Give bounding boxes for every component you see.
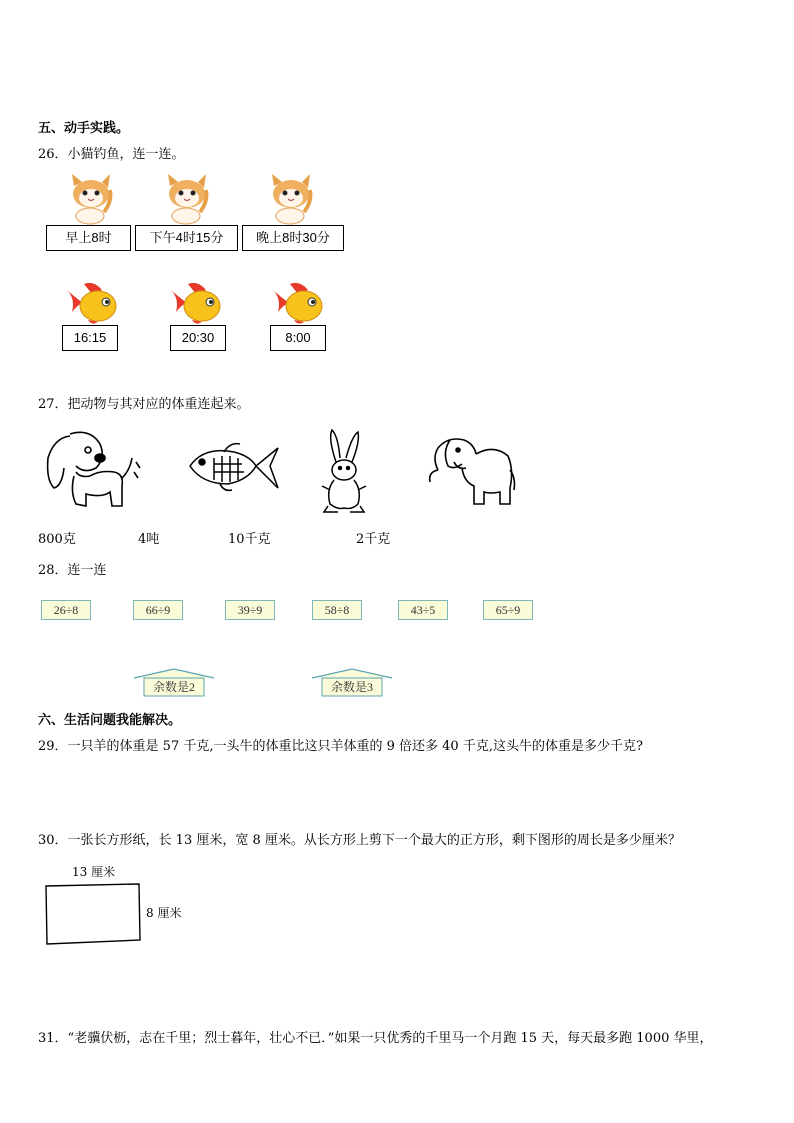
q31-text: 31．“老骥伏枥，志在千里；烈士暮年，壮心不已．”如果一只优秀的千里马一个月跑 15 天，每天最多跑 1000 华里， [38,1031,713,1046]
fish-time-label: 20:30 [170,325,226,351]
division-expression: 43÷5 [398,600,448,620]
q29-text: 29．一只羊的体重是 57 千克,一头牛的体重比这只羊体重的 9 倍还多 40 千克,这头牛的体重是多少千克? [38,739,643,754]
fish-time-label: 8:00 [270,325,326,351]
cat-icon [266,172,314,224]
division-expression: 26÷8 [41,600,91,620]
division-expression: 65÷9 [483,600,533,620]
weight-label: 4吨 [138,532,160,547]
remainder-target: 余数是2 [152,680,195,694]
cat-icon [66,172,114,224]
cat-time-label: 早上8时 [46,225,131,251]
q26-text: 26．小猫钓鱼，连一连。 [38,147,185,162]
rabbit-icon [318,428,370,514]
rectangle-length-label: 13 厘米 [72,865,116,879]
cat-time-label: 晚上8时30分 [242,225,344,251]
weight-label: 10千克 [228,532,271,547]
q27-text: 27．把动物与其对应的体重连起来。 [38,397,250,412]
rectangle-diagram [44,882,144,946]
q28-text: 28．连一连 [38,563,107,578]
section5-title: 五、动手实践。 [38,121,130,136]
division-expression: 66÷9 [133,600,183,620]
fish-icon [184,440,280,494]
goldfish-icon [268,282,324,326]
cat-icon [162,172,210,224]
weight-label: 2千克 [356,532,391,547]
section6-title: 六、生活问题我能解决。 [38,713,182,728]
dog-icon [40,428,140,512]
weight-label: 800克 [38,532,76,547]
remainder-target: 余数是3 [330,680,373,694]
cat-time-label: 下午4时15分 [135,225,238,251]
rectangle-width-label: 8 厘米 [146,906,182,920]
goldfish-icon [166,282,222,326]
fish-time-label: 16:15 [62,325,118,351]
q30-text: 30．一张长方形纸，长 13 厘米，宽 8 厘米。从长方形上剪下一个最大的正方形，剩下图形的周长是多少厘米？ [38,833,681,848]
goldfish-icon [62,282,118,326]
elephant-icon [424,430,516,510]
division-expression: 39÷9 [225,600,275,620]
division-expression: 58÷8 [312,600,362,620]
